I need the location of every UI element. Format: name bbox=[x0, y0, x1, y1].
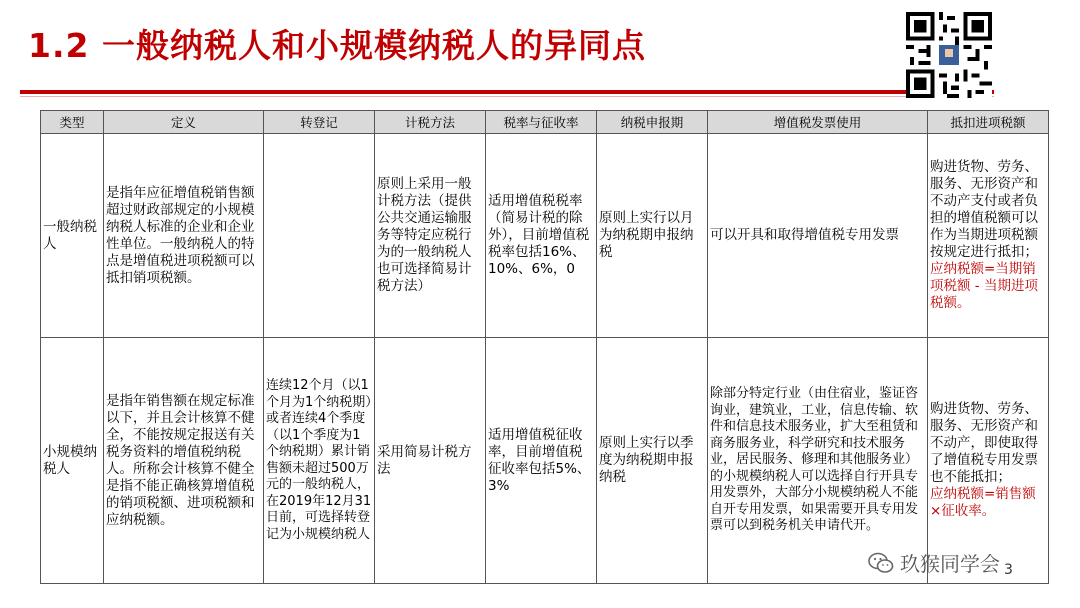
table-header-row bbox=[41, 111, 1049, 134]
qr-code-icon bbox=[906, 12, 992, 98]
cell-method: 采用简易计税方法 bbox=[375, 338, 486, 584]
wechat-icon bbox=[868, 552, 894, 574]
deduction-formula: 应纳税额=当期销项税额 - 当期进项税额。 bbox=[930, 261, 1038, 311]
table-row bbox=[41, 338, 1049, 584]
cell-period: 原则上实行以月为纳税期申报纳税 bbox=[597, 134, 708, 338]
deduction-formula: 应纳税额=销售额×征收率。 bbox=[930, 486, 1036, 519]
cell-deduction bbox=[928, 134, 1049, 338]
header-method: 计税方法 bbox=[375, 111, 486, 134]
cell-definition: 是指年销售额在规定标准以下，并且会计核算不健全，不能按规定报送有关税务资料的增值税纳税人。所称会计核算不健全是指不能正确核算增值税的销项税额、进项税额和应纳税额。 bbox=[104, 338, 264, 584]
header-type: 类型 bbox=[41, 111, 104, 134]
cell-registration: 连续12个月（以1个月为1个纳税期）或者连续4个季度（以1个季度为1个纳税期）累计销售额未超过500万元的一般纳税人，在2019年12月31日前，可选择转登记为小规模纳税人 bbox=[264, 338, 375, 584]
header-definition: 定义 bbox=[104, 111, 264, 134]
header-period: 纳税申报期 bbox=[597, 111, 708, 134]
watermark bbox=[868, 548, 1000, 577]
cell-definition: 是指年应征增值税销售额超过财政部规定的小规模纳税人标准的企业和企业性单位。一般纳税人的特点是增值税进项税额可以抵扣销项税额。 bbox=[104, 134, 264, 338]
cell-invoice: 除部分特定行业（由住宿业，鉴证咨询业，建筑业，工业，信息传输、软件和信息技术服务业，扩大至租赁和商务服务业，科学研究和技术服务业，居民服务、修理和其他服务业）的小规模纳税人可以选择自行开具专用发票外，大部分小规模纳税人不能自开专用发票，如果需要开具专用发票可以到税务机关申请代开。 bbox=[708, 338, 928, 584]
slide-title: 1.2 一般纳税人和小规模纳税人的异同点 bbox=[28, 26, 646, 65]
cell-type: 一般纳税人 bbox=[41, 134, 104, 338]
title-underline-thin bbox=[20, 96, 994, 97]
comparison-table bbox=[40, 110, 1049, 584]
cell-rate: 适用增值税征收率，目前增值税征收率包括5%、3% bbox=[486, 338, 597, 584]
cell-method: 原则上采用一般计税方法（提供公共交通运输服务等特定应税行为的一般纳税人也可选择简易计税方法） bbox=[375, 134, 486, 338]
cell-period: 原则上实行以季度为纳税期申报纳税 bbox=[597, 338, 708, 584]
title-underline bbox=[20, 90, 994, 94]
header-registration: 转登记 bbox=[264, 111, 375, 134]
page-number: 3 bbox=[1004, 562, 1013, 578]
deduction-text: 购进货物、劳务、服务、无形资产和不动产支付或者负担的增值税额可以作为当期进项税额按规定进行抵扣； bbox=[930, 159, 1038, 260]
header-deduction: 抵扣进项税额 bbox=[928, 111, 1049, 134]
cell-deduction bbox=[928, 338, 1049, 584]
cell-invoice: 可以开具和取得增值税专用发票 bbox=[708, 134, 928, 338]
table-row bbox=[41, 134, 1049, 338]
cell-type: 小规模纳税人 bbox=[41, 338, 104, 584]
watermark-text: 玖猴同学会 bbox=[900, 552, 1000, 576]
cell-rate: 适用增值税税率（简易计税的除外），目前增值税税率包括16%、10%、6%，0 bbox=[486, 134, 597, 338]
header-rate: 税率与征收率 bbox=[486, 111, 597, 134]
header-invoice: 增值税发票使用 bbox=[708, 111, 928, 134]
deduction-text: 购进货物、劳务、服务、无形资产和不动产，即使取得了增值税专用发票也不能抵扣； bbox=[930, 401, 1038, 485]
cell-registration bbox=[264, 134, 375, 338]
